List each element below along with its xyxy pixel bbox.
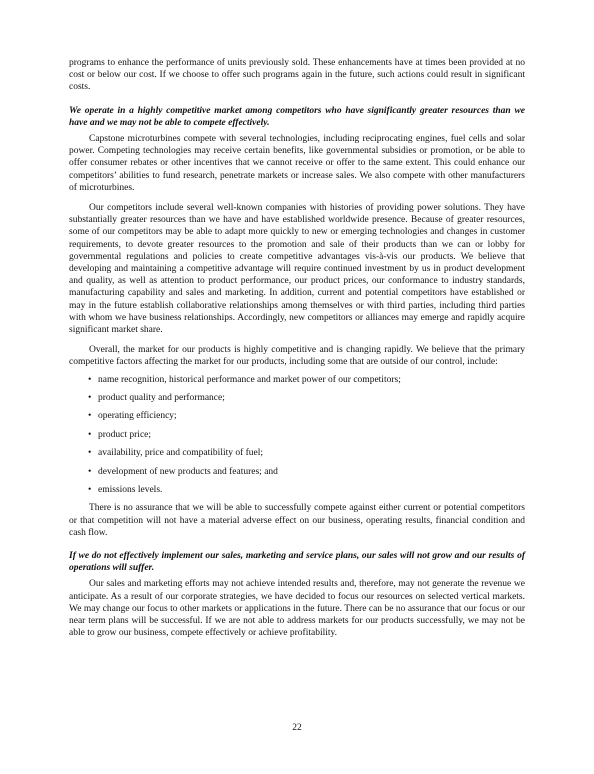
list-item-text: product price; xyxy=(98,429,152,440)
list-item xyxy=(88,484,525,496)
competitive-factors-list xyxy=(69,374,525,497)
list-item-text: product quality and performance; xyxy=(98,393,225,404)
list-item xyxy=(88,374,525,386)
paragraph-continued: programs to enhance the performance of units previously sold. These enhancements have at times been provided at no cost or below our cost. If we choose to offer such programs again in the future, such actions could result in significant costs. xyxy=(69,58,525,93)
bullet-marker: • xyxy=(88,374,92,385)
list-item-text: name recognition, historical performance and market power of our competitors; xyxy=(98,374,401,385)
list-item xyxy=(88,447,525,459)
bullet-marker: • xyxy=(88,429,92,440)
bullet-marker: • xyxy=(88,411,92,422)
paragraph-no-assurance: There is no assurance that we will be able to successfully compete against either current or potential competitors or that competition will not have a material adverse effect on our business, operating results, financial condition and cash flow. xyxy=(69,503,525,538)
list-item-text: availability, price and compatibility of fuel; xyxy=(98,448,264,459)
risk-heading-sales-marketing: If we do not effectively implement our sales, marketing and service plans, our sales will not grow and our results of operations will suffer. xyxy=(69,551,525,574)
list-item-text: development of new products and features; and xyxy=(98,466,278,477)
paragraph-competitors: Our competitors include several well-known companies with histories of providing power solutions. They have substantially greater resources than we have and have established worldwide presence. Because of greater resources, some of our competitors may be able to adapt more quickly to new or emerging technologies and changes in customer requirements, to devote greater resources to the promotion and sale of their products than we can or lobby for governmental regulations and policies to create competitive advantages vis-à-vis our products. We believe that developing and maintaining a competitive advantage will require continued investment by us in product development and quality, as well as attention to product performance, our product prices, our conformance to industry standards, manufacturing capability and sales and marketing. In addition, current and potential competitors have established or may in the future establish collaborative relationships among themselves or with third parties, including third parties with whom we have business relationships. Accordingly, new competitors or alliances may emerge and rapidly acquire significant market share. xyxy=(69,203,525,336)
list-item xyxy=(88,466,525,478)
bullet-marker: • xyxy=(88,393,92,404)
list-item-text: operating efficiency; xyxy=(98,411,177,422)
paragraph-sales-marketing: Our sales and marketing efforts may not achieve intended results and, therefore, may not generate the revenue we anticipate. As a result of our corporate strategies, we have decided to focus our resources on selected vertical markets. We may change our focus to other markets or applications in the future. There can be no assurance that our focus or our near term plans will be successful. If we are not able to address markets for our products successfully, we may not be able to grow our business, compete effectively or achieve profitability. xyxy=(69,579,525,639)
list-item xyxy=(88,429,525,441)
paragraph-competitive-factors: Overall, the market for our products is highly competitive and is changing rapidly. We believe that the primary competitive factors affecting the market for our products, including some that are outside of our control, include: xyxy=(69,345,525,368)
list-item xyxy=(88,410,525,422)
list-item xyxy=(88,392,525,404)
page-number: 22 xyxy=(292,723,302,733)
bullet-marker: • xyxy=(88,466,92,477)
paragraph-competing-technologies: Capstone microturbines compete with several technologies, including reciprocating engines, fuel cells and solar power. Competing technologies may receive certain benefits, like governmental subsidies or promotion, or be able to offer consumer rebates or other incentives that we cannot receive or offer to the same extent. This could enhance our competitors’ abilities to fund research, penetrate markets or increase sales. We also compete with other manufacturers of microturbines. xyxy=(69,134,525,193)
bullet-marker: • xyxy=(88,485,92,496)
list-item-text: emissions levels. xyxy=(98,485,163,496)
bullet-marker: • xyxy=(88,448,92,459)
risk-heading-competition: We operate in a highly competitive market among competitors who have significantly greater resources than we have and we may not be able to compete effectively. xyxy=(69,105,525,128)
